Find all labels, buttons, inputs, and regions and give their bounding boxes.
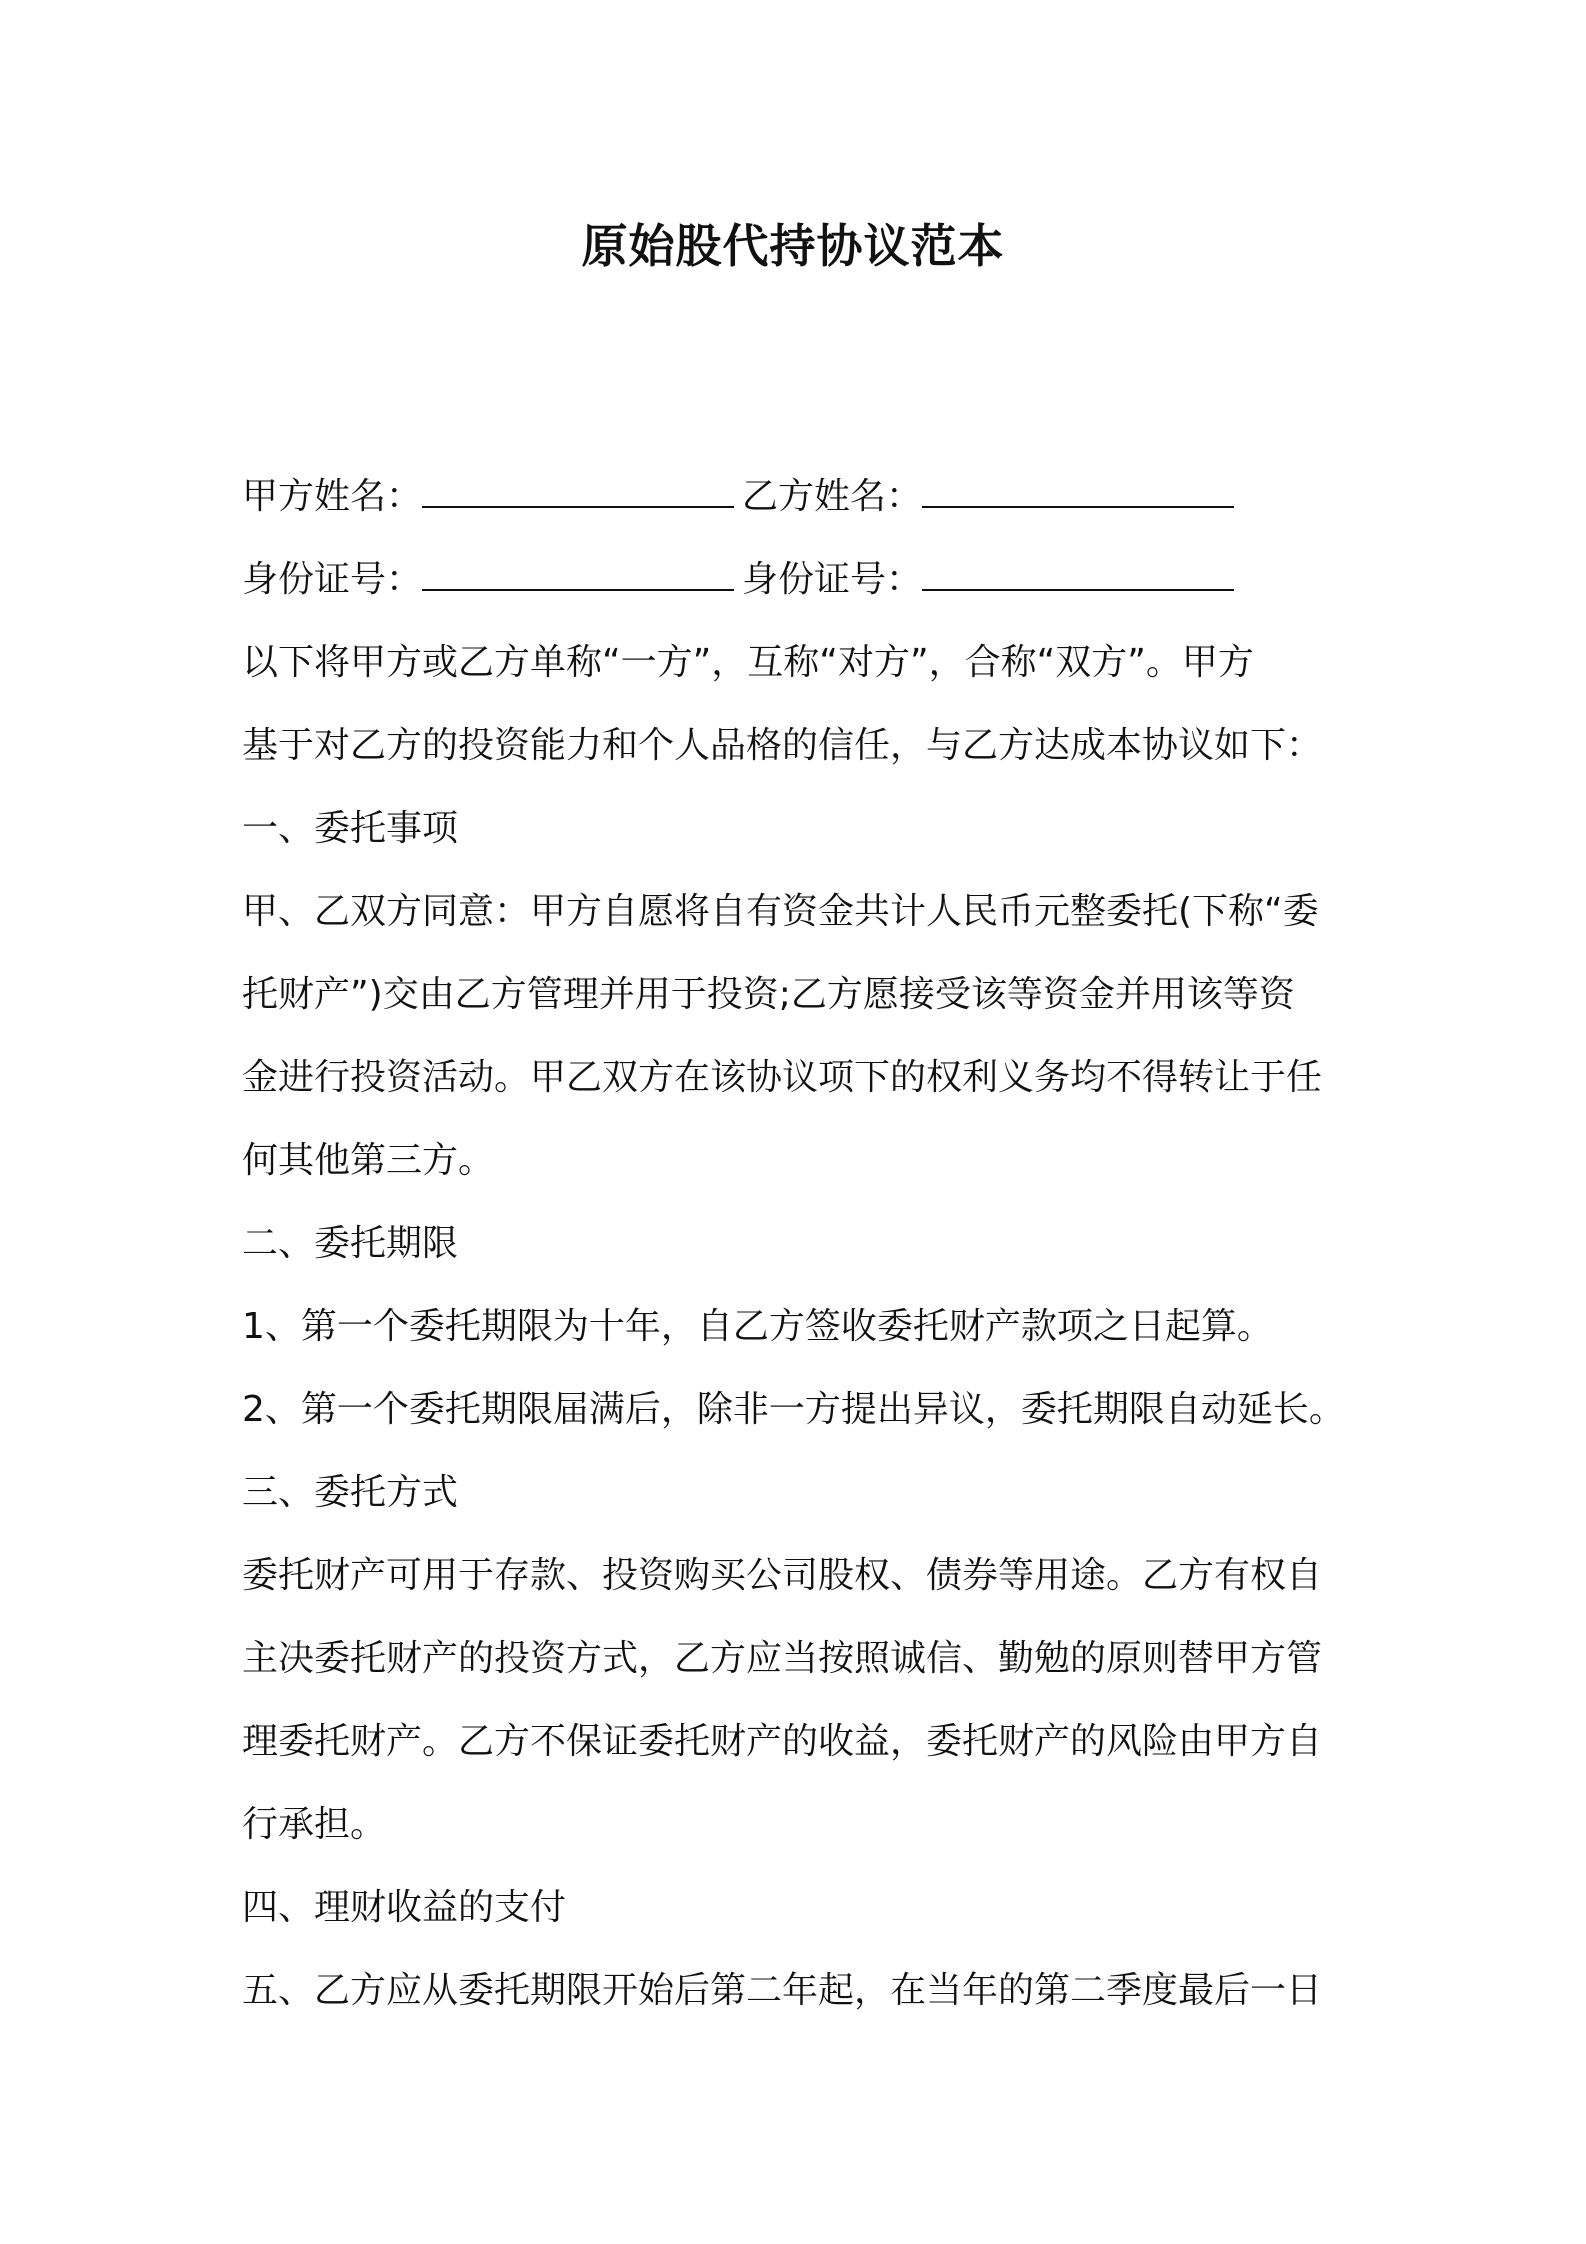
section-2-heading: 二、委托期限 (242, 1223, 459, 1264)
party-a-id-label: 身份证号： (242, 559, 423, 600)
intro-line-1: 以下将甲方或乙方单称“一方”，互称“对方”，合称“双方”。甲方 (242, 642, 1254, 683)
section-3-line-2: 主决委托财产的投资方式，乙方应当按照诚信、勤勉的原则替甲方管 (242, 1638, 1323, 1679)
section-3-line-4: 行承担。 (242, 1804, 387, 1845)
party-id-row (242, 538, 1382, 621)
section-2-item-1: 1、第一个委托期限为十年，自乙方签收委托财产款项之日起算。 (242, 1306, 1273, 1347)
party-b-id-field (742, 538, 1234, 621)
section-1-line-2: 托财产”)交由乙方管理并用于投资;乙方愿接受该等资金并用该等资 (242, 974, 1295, 1015)
intro-line-2: 基于对乙方的投资能力和个人品格的信任，与乙方达成本协议如下： (242, 725, 1323, 766)
section-3-line-1: 委托财产可用于存款、投资购买公司股权、债券等用途。乙方有权自 (242, 1555, 1323, 1596)
section-2-item-2: 2、第一个委托期限届满后，除非一方提出异议，委托期限自动延长。 (242, 1389, 1345, 1430)
section-1-line-4: 何其他第三方。 (242, 1140, 495, 1181)
section-3-heading: 三、委托方式 (242, 1472, 459, 1513)
section-1-line-3: 金进行投资活动。甲乙双方在该协议项下的权利义务均不得转让于任 (242, 1057, 1323, 1098)
section-1-line-1: 甲、乙双方同意：甲方自愿将自有资金共计人民币元整委托(下称“委 (242, 891, 1319, 932)
party-name-row (242, 455, 1382, 538)
document-body (242, 455, 1382, 2032)
section-3-line-3: 理委托财产。乙方不保证委托财产的收益，委托财产的风险由甲方自 (242, 1721, 1323, 1762)
party-a-name-field (242, 455, 742, 538)
section-4-heading: 四、理财收益的支付 (242, 1887, 567, 1928)
party-a-id-blank (422, 559, 734, 591)
document-title: 原始股代持协议范本 (581, 219, 1005, 273)
party-b-id-label: 身份证号： (742, 559, 923, 600)
party-a-name-blank (422, 476, 734, 508)
party-b-name-blank (922, 476, 1234, 508)
party-b-name-field (742, 455, 1234, 538)
party-a-id-field (242, 538, 742, 621)
party-a-name-label: 甲方姓名： (242, 476, 423, 517)
party-b-name-label: 乙方姓名： (742, 476, 923, 517)
section-5-line-1: 五、乙方应从委托期限开始后第二年起，在当年的第二季度最后一日 (242, 1970, 1323, 2011)
section-1-heading: 一、委托事项 (242, 808, 459, 849)
party-b-id-blank (922, 559, 1234, 591)
